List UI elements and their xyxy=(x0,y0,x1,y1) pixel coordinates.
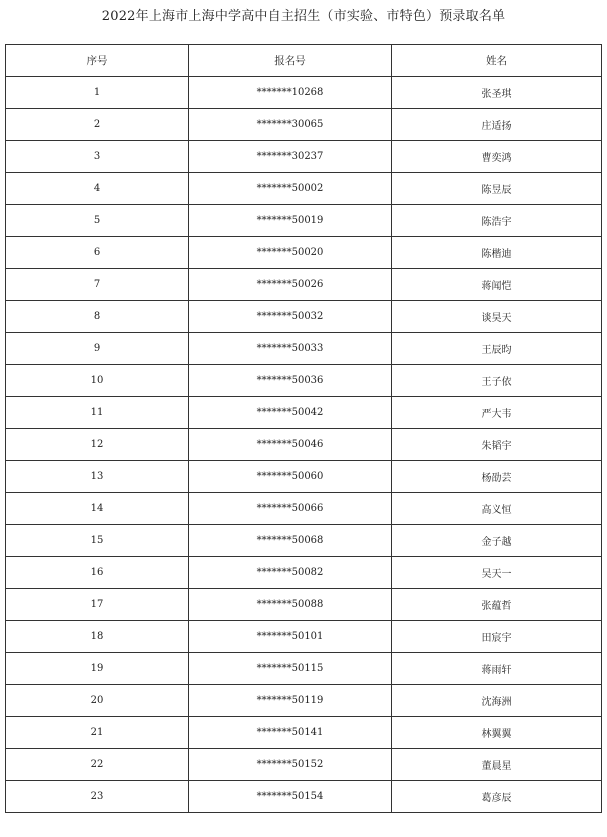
row-number-cell: 5 xyxy=(6,205,189,237)
table-row xyxy=(6,685,602,717)
row-number-cell: 13 xyxy=(6,461,189,493)
table-row xyxy=(6,173,602,205)
row-number-cell: 2 xyxy=(6,109,189,141)
row-number-cell: 9 xyxy=(6,333,189,365)
row-number-cell: 19 xyxy=(6,653,189,685)
student-name-cell: 王辰昀 xyxy=(392,333,602,365)
student-name-cell: 陈楷迪 xyxy=(392,237,602,269)
student-name-cell: 葛彦辰 xyxy=(392,781,602,813)
table-row xyxy=(6,525,602,557)
registration-id-cell: *******50026 xyxy=(189,269,392,301)
column-header-name: 姓名 xyxy=(392,45,602,77)
registration-id-cell: *******50060 xyxy=(189,461,392,493)
student-name-cell: 杨劭芸 xyxy=(392,461,602,493)
table-header-row xyxy=(6,45,602,77)
student-name-cell: 张圣琪 xyxy=(392,77,602,109)
student-name-cell: 朱韬宇 xyxy=(392,429,602,461)
row-number-cell: 15 xyxy=(6,525,189,557)
student-name-cell: 严大韦 xyxy=(392,397,602,429)
row-number-cell: 1 xyxy=(6,77,189,109)
registration-id-cell: *******50154 xyxy=(189,781,392,813)
registration-id-cell: *******50082 xyxy=(189,557,392,589)
table-row xyxy=(6,621,602,653)
row-number-cell: 4 xyxy=(6,173,189,205)
registration-id-cell: *******50019 xyxy=(189,205,392,237)
table-row xyxy=(6,269,602,301)
table-row xyxy=(6,397,602,429)
registration-id-cell: *******50101 xyxy=(189,621,392,653)
registration-id-cell: *******50032 xyxy=(189,301,392,333)
table-body xyxy=(6,77,602,813)
table-row xyxy=(6,461,602,493)
registration-id-cell: *******50115 xyxy=(189,653,392,685)
registration-id-cell: *******50046 xyxy=(189,429,392,461)
registration-id-cell: *******50033 xyxy=(189,333,392,365)
table-row xyxy=(6,365,602,397)
student-name-cell: 张蕴哲 xyxy=(392,589,602,621)
student-name-cell: 高义恒 xyxy=(392,493,602,525)
registration-id-cell: *******50068 xyxy=(189,525,392,557)
student-name-cell: 陈浩宇 xyxy=(392,205,602,237)
row-number-cell: 12 xyxy=(6,429,189,461)
row-number-cell: 14 xyxy=(6,493,189,525)
registration-id-cell: *******50088 xyxy=(189,589,392,621)
registration-id-cell: *******50119 xyxy=(189,685,392,717)
table-row xyxy=(6,781,602,813)
table-row xyxy=(6,237,602,269)
table-row xyxy=(6,749,602,781)
registration-id-cell: *******30237 xyxy=(189,141,392,173)
row-number-cell: 23 xyxy=(6,781,189,813)
row-number-cell: 16 xyxy=(6,557,189,589)
row-number-cell: 17 xyxy=(6,589,189,621)
table-row xyxy=(6,493,602,525)
row-number-cell: 6 xyxy=(6,237,189,269)
table-row xyxy=(6,141,602,173)
student-name-cell: 林翼翼 xyxy=(392,717,602,749)
row-number-cell: 18 xyxy=(6,621,189,653)
column-header-number: 序号 xyxy=(6,45,189,77)
student-name-cell: 沈海洲 xyxy=(392,685,602,717)
row-number-cell: 3 xyxy=(6,141,189,173)
student-name-cell: 吴天一 xyxy=(392,557,602,589)
student-name-cell: 曹奕鸿 xyxy=(392,141,602,173)
table-row xyxy=(6,557,602,589)
student-name-cell: 庄适扬 xyxy=(392,109,602,141)
table-row xyxy=(6,333,602,365)
table-row xyxy=(6,301,602,333)
registration-id-cell: *******50152 xyxy=(189,749,392,781)
student-name-cell: 谈昊天 xyxy=(392,301,602,333)
registration-id-cell: *******50002 xyxy=(189,173,392,205)
admission-list-table xyxy=(5,44,602,813)
row-number-cell: 7 xyxy=(6,269,189,301)
student-name-cell: 田宸宇 xyxy=(392,621,602,653)
table-row xyxy=(6,589,602,621)
table-row xyxy=(6,653,602,685)
registration-id-cell: *******50020 xyxy=(189,237,392,269)
table-row xyxy=(6,429,602,461)
table-row xyxy=(6,109,602,141)
student-name-cell: 王子依 xyxy=(392,365,602,397)
student-name-cell: 陈昱辰 xyxy=(392,173,602,205)
table-row xyxy=(6,717,602,749)
table-row xyxy=(6,205,602,237)
student-name-cell: 董晨星 xyxy=(392,749,602,781)
registration-id-cell: *******10268 xyxy=(189,77,392,109)
registration-id-cell: *******50036 xyxy=(189,365,392,397)
row-number-cell: 10 xyxy=(6,365,189,397)
row-number-cell: 20 xyxy=(6,685,189,717)
column-header-registration-id: 报名号 xyxy=(189,45,392,77)
registration-id-cell: *******30065 xyxy=(189,109,392,141)
page-title: 2022年上海市上海中学高中自主招生（市实验、市特色）预录取名单 xyxy=(101,9,506,24)
registration-id-cell: *******50141 xyxy=(189,717,392,749)
student-name-cell: 蒋雨轩 xyxy=(392,653,602,685)
table-row xyxy=(6,77,602,109)
student-name-cell: 金子越 xyxy=(392,525,602,557)
row-number-cell: 21 xyxy=(6,717,189,749)
registration-id-cell: *******50066 xyxy=(189,493,392,525)
row-number-cell: 8 xyxy=(6,301,189,333)
student-name-cell: 蒋闻恺 xyxy=(392,269,602,301)
registration-id-cell: *******50042 xyxy=(189,397,392,429)
row-number-cell: 11 xyxy=(6,397,189,429)
row-number-cell: 22 xyxy=(6,749,189,781)
